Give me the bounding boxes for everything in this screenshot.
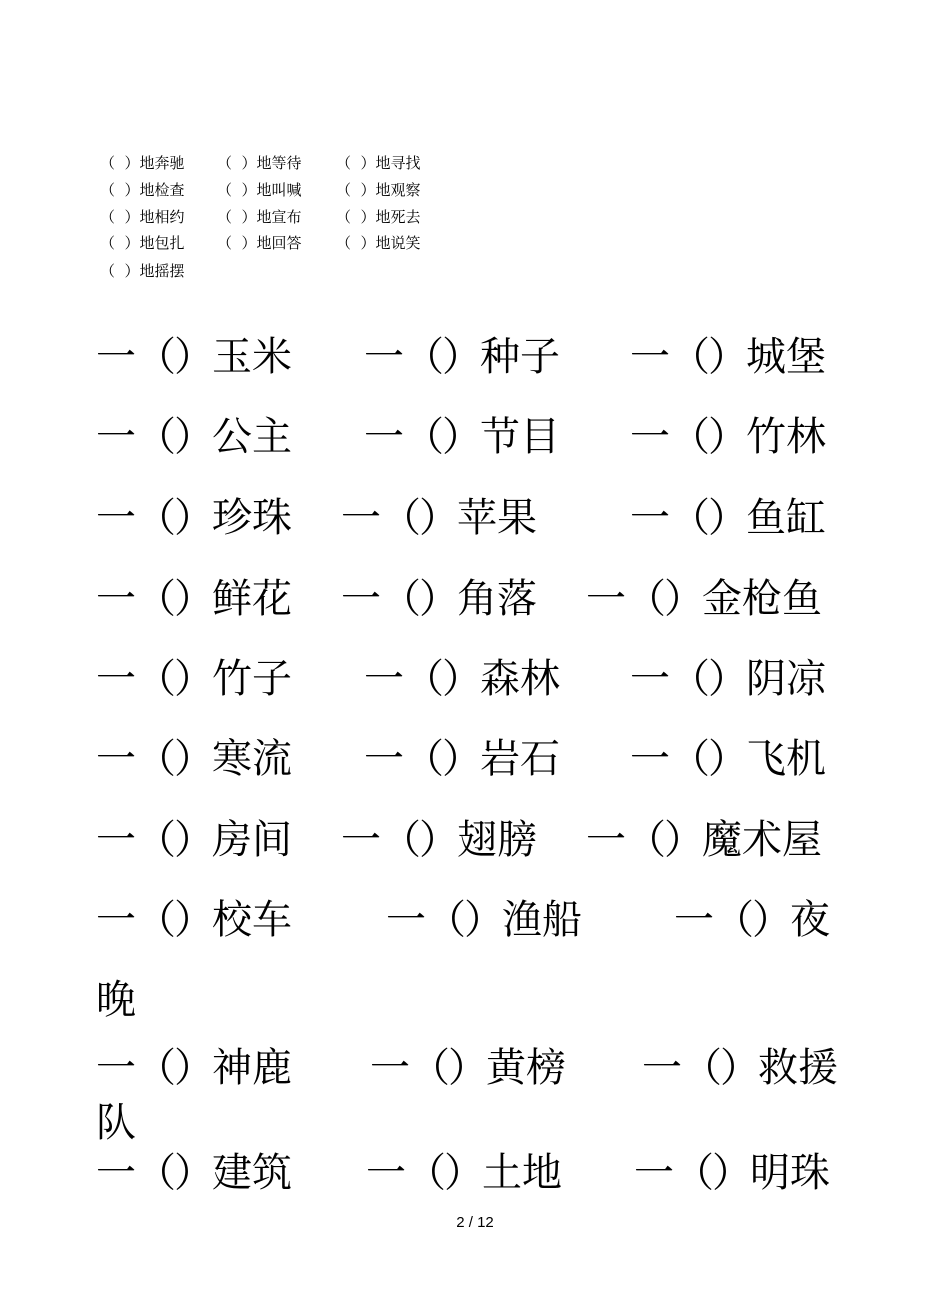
prefix-text: 一 — [642, 1045, 682, 1091]
quantifier-item — [96, 1043, 292, 1093]
quantifier-item — [364, 654, 560, 704]
prefix-text: 一 — [364, 334, 404, 380]
prefix-text: 一 — [370, 1045, 410, 1091]
quantifier-item — [341, 815, 537, 865]
prefix-text: 一 — [96, 576, 136, 622]
blank-paren: （） — [136, 1150, 212, 1196]
prefix-text: 一 — [96, 1150, 136, 1196]
adverb-item: （ ）地奔驰 — [100, 154, 185, 172]
noun-text: 玉米 — [212, 334, 292, 380]
noun-text: 竹林 — [746, 414, 826, 460]
noun-text: 校车 — [212, 897, 292, 943]
noun-text: 寒流 — [212, 736, 292, 782]
blank-paren: （） — [674, 1150, 750, 1196]
quantifier-item — [96, 815, 292, 865]
quantifier-item — [96, 412, 292, 462]
blank-paren: （） — [404, 334, 480, 380]
noun-text: 阴凉 — [746, 656, 826, 702]
blank-paren: （） — [381, 817, 457, 863]
page-number: 2 / 12 — [456, 1214, 494, 1231]
adverb-item: （ ）地寻找 — [336, 154, 421, 172]
noun-text: 明珠 — [750, 1150, 830, 1196]
quantifier-item — [96, 574, 292, 624]
prefix-text: 一 — [341, 576, 381, 622]
prefix-text: 一 — [366, 1150, 406, 1196]
blank-paren: （） — [136, 656, 212, 702]
noun-text: 鱼缸 — [746, 495, 826, 541]
blank-paren: （） — [136, 817, 212, 863]
prefix-text: 一 — [96, 817, 136, 863]
noun-text: 岩石 — [480, 736, 560, 782]
quantifier-item — [96, 493, 292, 543]
blank-paren: （） — [136, 495, 212, 541]
prefix-text: 一 — [364, 736, 404, 782]
noun-text: 飞机 — [746, 736, 826, 782]
noun-text: 夜 — [790, 897, 830, 943]
prefix-text: 一 — [96, 736, 136, 782]
prefix-text: 一 — [630, 334, 670, 380]
noun-text: 翅膀 — [457, 817, 537, 863]
noun-text: 城堡 — [746, 334, 826, 380]
noun-text: 魔术屋 — [702, 817, 822, 863]
prefix-text: 一 — [586, 576, 626, 622]
noun-text: 森林 — [480, 656, 560, 702]
adverb-item: （ ）地死去 — [336, 208, 421, 226]
quantifier-item — [630, 332, 826, 382]
blank-paren: （） — [404, 656, 480, 702]
blank-paren: （） — [406, 1150, 482, 1196]
prefix-text: 一 — [341, 817, 381, 863]
noun-text: 节目 — [480, 414, 560, 460]
noun-text: 土地 — [482, 1150, 562, 1196]
quantifier-item — [96, 1148, 292, 1198]
blank-paren: （） — [410, 1045, 486, 1091]
noun-text: 珍珠 — [212, 495, 292, 541]
prefix-text: 一 — [630, 656, 670, 702]
blank-paren: （） — [714, 897, 790, 943]
noun-text: 救援 — [758, 1045, 838, 1091]
noun-text: 种子 — [480, 334, 560, 380]
blank-paren: （） — [670, 656, 746, 702]
noun-text: 竹子 — [212, 656, 292, 702]
prefix-text: 一 — [364, 656, 404, 702]
quantifier-item — [96, 654, 292, 704]
quantifier-item — [630, 493, 826, 543]
blank-paren: （） — [670, 495, 746, 541]
blank-paren: （） — [426, 897, 502, 943]
blank-paren: （） — [670, 414, 746, 460]
noun-text: 角落 — [457, 576, 537, 622]
noun-text: 建筑 — [212, 1150, 292, 1196]
prefix-text: 一 — [634, 1150, 674, 1196]
prefix-text: 一 — [586, 817, 626, 863]
quantifier-item — [96, 895, 292, 945]
quantifier-item — [586, 815, 822, 865]
adverb-item: （ ）地相约 — [100, 208, 185, 226]
blank-paren: （） — [136, 334, 212, 380]
quantifier-item — [96, 332, 292, 382]
adverb-item: （ ）地说笑 — [336, 234, 421, 252]
prefix-text: 一 — [364, 414, 404, 460]
blank-paren: （） — [381, 576, 457, 622]
quantifier-item — [630, 734, 826, 784]
wrapped-text: 队 — [96, 1100, 136, 1146]
quantifier-item — [364, 412, 560, 462]
quantifier-item — [630, 412, 826, 462]
noun-text: 金枪鱼 — [702, 576, 822, 622]
adverb-item: （ ）地宣布 — [217, 208, 302, 226]
quantifier-item — [96, 734, 292, 784]
blank-paren: （） — [626, 817, 702, 863]
blank-paren: （） — [404, 736, 480, 782]
prefix-text: 一 — [96, 334, 136, 380]
blank-paren: （） — [682, 1045, 758, 1091]
blank-paren: （） — [670, 334, 746, 380]
blank-paren: （） — [136, 736, 212, 782]
quantifier-item — [341, 493, 537, 543]
quantifier-item — [642, 1043, 838, 1093]
blank-paren: （） — [136, 1045, 212, 1091]
prefix-text: 一 — [341, 495, 381, 541]
adverb-item: （ ）地等待 — [217, 154, 302, 172]
adverb-item: （ ）地包扎 — [100, 234, 185, 252]
prefix-text: 一 — [630, 736, 670, 782]
blank-paren: （） — [381, 495, 457, 541]
noun-text: 神鹿 — [212, 1045, 292, 1091]
quantifier-item — [386, 895, 582, 945]
prefix-text: 一 — [96, 1045, 136, 1091]
prefix-text: 一 — [386, 897, 426, 943]
adverb-item: （ ）地检查 — [100, 181, 185, 199]
prefix-text: 一 — [96, 495, 136, 541]
adverb-item: （ ）地叫喊 — [217, 181, 302, 199]
prefix-text: 一 — [630, 495, 670, 541]
quantifier-item — [586, 574, 822, 624]
blank-paren: （） — [136, 576, 212, 622]
quantifier-item — [634, 1148, 830, 1198]
blank-paren: （） — [626, 576, 702, 622]
noun-text: 公主 — [212, 414, 292, 460]
adverb-item: （ ）地观察 — [336, 181, 421, 199]
blank-paren: （） — [136, 414, 212, 460]
quantifier-item — [630, 654, 826, 704]
quantifier-item — [366, 1148, 562, 1198]
adverb-item: （ ）地回答 — [217, 234, 302, 252]
quantifier-item — [674, 895, 830, 945]
noun-text: 渔船 — [502, 897, 582, 943]
prefix-text: 一 — [96, 897, 136, 943]
wrapped-text: 晚 — [96, 977, 136, 1023]
blank-paren: （） — [404, 414, 480, 460]
quantifier-item — [364, 332, 560, 382]
blank-paren: （） — [670, 736, 746, 782]
noun-text: 鲜花 — [212, 576, 292, 622]
quantifier-item — [364, 734, 560, 784]
blank-paren: （） — [136, 897, 212, 943]
adverb-item: （ ）地摇摆 — [100, 262, 185, 280]
prefix-text: 一 — [96, 656, 136, 702]
noun-text: 苹果 — [457, 495, 537, 541]
quantifier-item — [370, 1043, 566, 1093]
prefix-text: 一 — [630, 414, 670, 460]
prefix-text: 一 — [674, 897, 714, 943]
noun-text: 房间 — [212, 817, 292, 863]
noun-text: 黄榜 — [486, 1045, 566, 1091]
prefix-text: 一 — [96, 414, 136, 460]
quantifier-item — [341, 574, 537, 624]
